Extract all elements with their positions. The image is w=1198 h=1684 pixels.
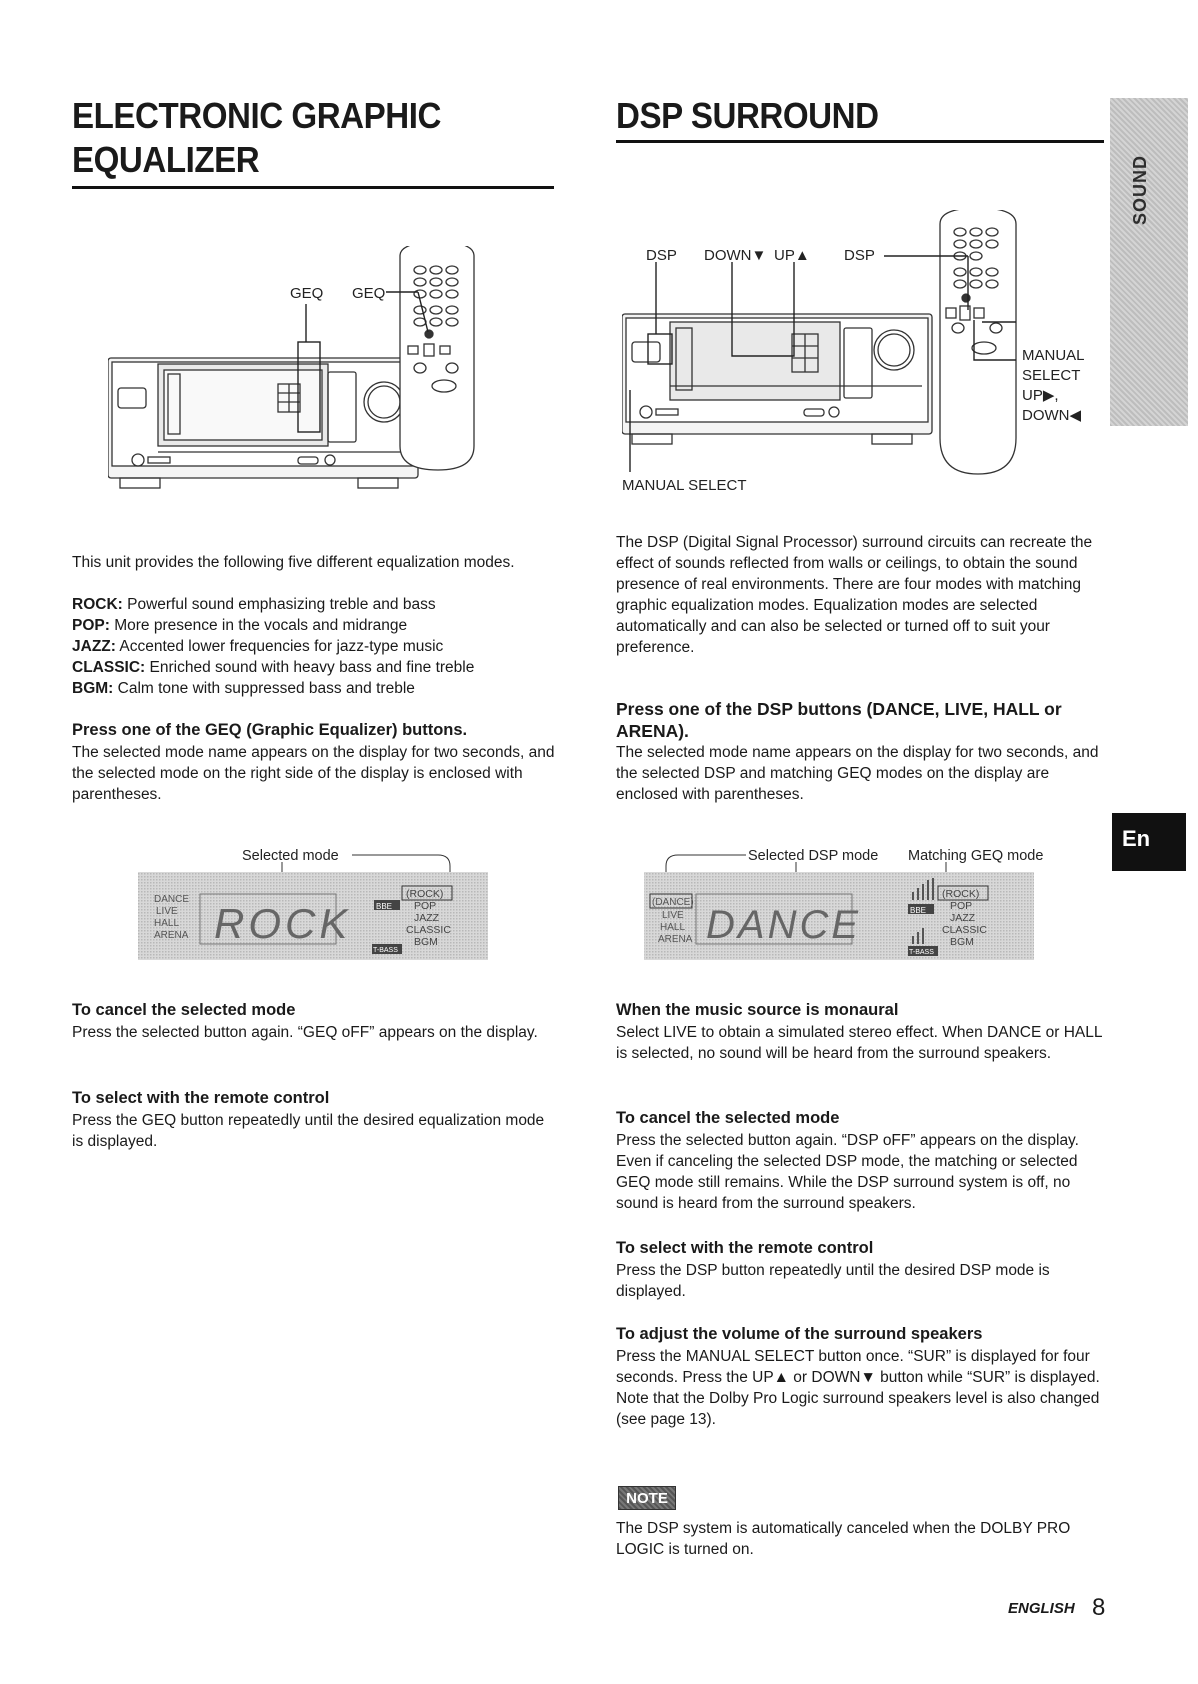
dsp-label-dance-selected: (DANCE) <box>652 897 694 908</box>
geq-label-pop: POP <box>414 900 437 912</box>
dsp-remote-label: DSP <box>844 247 875 264</box>
left-cancel-text: Press the selected button again. “GEQ oFF” appears on the display. <box>72 1024 538 1041</box>
dsp-label-live: LIVE <box>662 910 684 921</box>
left-cancel-heading: To cancel the selected mode <box>72 1001 296 1019</box>
dsp-label: DSP <box>646 247 677 264</box>
geq-label-classic: CLASSIC <box>406 924 451 936</box>
mode-list <box>72 594 562 699</box>
dsp-label-arena: ARENA <box>154 930 189 941</box>
dsp-geq-label-rock: (ROCK) <box>942 888 980 900</box>
right-cancel-text: Press the selected button again. “DSP oFF” appears on the display. Even if canceling the selected DSP mode, the matching or selected GEQ mode still remains. While the DSP surround system is off, no sound is heard from the surround speakers. <box>616 1132 1079 1212</box>
monaural-heading: When the music source is monaural <box>616 1001 899 1019</box>
right-press-heading: Press one of the DSP buttons (DANCE, LIVE, HALL or ARENA). <box>616 699 1062 741</box>
manual-select-label: MANUAL SELECT <box>622 477 747 494</box>
footer-language: ENGLISH <box>1008 1600 1075 1617</box>
receiver-unit <box>108 358 418 488</box>
left-title-line1: ELECTRONIC GRAPHIC <box>72 95 441 136</box>
sound-tab-label: SOUND <box>1130 154 1150 225</box>
right-intro: The DSP (Digital Signal Processor) surround circuits can recreate the effect of sounds reflected from walls or ceilings, to obtain the sound presence of real environments. There are four modes with matching graphic equalization modes. Equalization modes are selected automatically and can also be selected or turned off to suit your preference. <box>616 534 1093 656</box>
down-label: DOWN▼ <box>704 247 767 264</box>
right-press-text: The selected mode name appears on the display for two seconds, and the selected DSP and matching GEQ modes on the display are enclosed with parentheses. <box>616 744 1099 803</box>
up-label: UP▲ <box>774 247 810 264</box>
note-badge: NOTE <box>618 1486 676 1510</box>
sound-tab <box>1110 98 1188 426</box>
right-title-rule <box>616 140 1104 143</box>
volume-text-2: Note that the Dolby Pro Logic surround speakers level is also changed (see page 13). <box>616 1390 1100 1428</box>
dsp-geq-label-classic: CLASSIC <box>942 924 987 936</box>
dsp-bbe-indicator: BBE <box>910 906 927 915</box>
selected-mode-callout: Selected mode <box>242 848 339 864</box>
select-label: SELECT <box>1022 367 1081 384</box>
bbe-indicator: BBE <box>376 902 393 911</box>
left-intro: This unit provides the following five different equalization modes. <box>72 554 515 571</box>
left-remote-text: Press the GEQ button repeatedly until the desired equalization mode is displayed. <box>72 1112 545 1150</box>
dsp-label-dance: DANCE <box>154 894 190 905</box>
dsp-tbass-indicator: T-BASS <box>909 949 934 956</box>
matching-geq-callout: Matching GEQ mode <box>908 848 1044 864</box>
geq-illustration <box>108 246 528 518</box>
left-title-rule <box>72 186 554 189</box>
dsp-main-display-text: DANCE <box>706 903 862 947</box>
dsp-geq-label-jazz: JAZZ <box>950 912 976 924</box>
volume-text-1: Press the MANUAL SELECT button once. “SUR” is displayed for four seconds. Press the UP▲ or DOWN▼ button while “SUR” is displayed. <box>616 1348 1100 1386</box>
dsp-geq-label-bgm: BGM <box>950 936 974 948</box>
volume-text <box>616 1346 1108 1430</box>
geq-display-panel <box>138 840 498 964</box>
mode-classic: CLASSIC: Enriched sound with heavy bass and fine treble <box>72 659 475 676</box>
monaural-text: Select LIVE to obtain a simulated stereo effect. When DANCE or HALL is selected, no sound will be heard from the surround speakers. <box>616 1024 1102 1062</box>
dsp-label-hall: HALL <box>154 918 180 929</box>
left-press-text: The selected mode name appears on the display for two seconds, and the selected mode on the right side of the display is enclosed with parentheses. <box>72 744 555 803</box>
dsp-remote-control <box>940 210 1016 474</box>
right-cancel-heading: To cancel the selected mode <box>616 1109 840 1127</box>
manual-label: MANUAL <box>1022 347 1085 364</box>
geq-panel-label: GEQ <box>290 285 324 302</box>
dsp-label-hall: HALL <box>660 922 686 933</box>
volume-heading: To adjust the volume of the surround speakers <box>616 1325 983 1343</box>
dsp-illustration <box>622 210 1106 500</box>
remote-control <box>400 246 474 470</box>
selected-dsp-callout: Selected DSP mode <box>748 848 879 864</box>
mode-jazz: JAZZ: Accented lower frequencies for jazz-type music <box>72 638 444 655</box>
mode-pop: POP: More presence in the vocals and midrange <box>72 617 408 634</box>
main-display-text: ROCK <box>214 900 352 947</box>
right-title: DSP SURROUND <box>616 95 879 136</box>
geq-label-jazz: JAZZ <box>414 912 440 924</box>
tbass-indicator: T-BASS <box>373 947 398 954</box>
geq-remote-label: GEQ <box>352 285 386 302</box>
left-title-line2: EQUALIZER <box>72 139 260 180</box>
dsp-display-panel <box>640 840 1080 964</box>
dsp-geq-label-pop: POP <box>950 900 973 912</box>
page-number: 8 <box>1092 1594 1106 1621</box>
up-remote-label: UP▶, <box>1022 387 1059 404</box>
down-remote-label: DOWN◀ <box>1022 407 1082 424</box>
geq-label-rock: (ROCK) <box>406 888 444 900</box>
mode-bgm: BGM: Calm tone with suppressed bass and treble <box>72 680 415 697</box>
right-remote-heading: To select with the remote control <box>616 1239 874 1257</box>
dsp-label-arena: ARENA <box>658 934 693 945</box>
note-text: The DSP system is automatically canceled when the DOLBY PRO LOGIC is turned on. <box>616 1520 1071 1558</box>
language-tab-label: En <box>1122 826 1151 851</box>
right-remote-text: Press the DSP button repeatedly until the desired DSP mode is displayed. <box>616 1262 1050 1300</box>
dsp-label-live: LIVE <box>156 906 178 917</box>
mode-rock: ROCK: Powerful sound emphasizing treble and bass <box>72 596 436 613</box>
left-remote-heading: To select with the remote control <box>72 1089 330 1107</box>
left-press-heading: Press one of the GEQ (Graphic Equalizer) buttons. <box>72 721 468 739</box>
geq-label-bgm: BGM <box>414 936 438 948</box>
